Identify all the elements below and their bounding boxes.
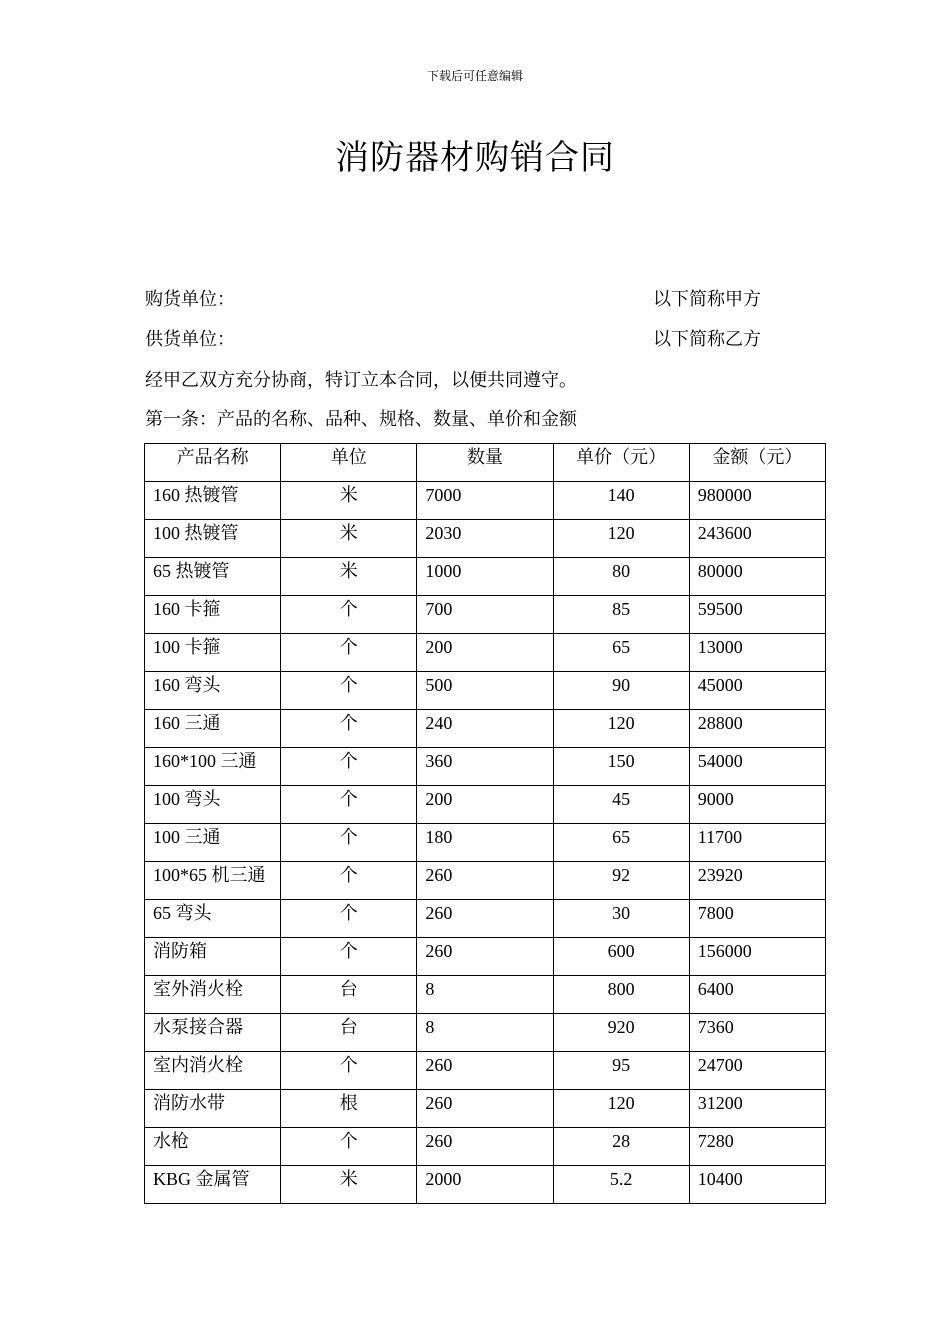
cell-product-name: 消防箱 — [145, 938, 281, 976]
cell-amount: 980000 — [689, 482, 825, 520]
cell-quantity: 200 — [417, 634, 553, 672]
table-row — [145, 520, 826, 558]
cell-unit-price: 5.2 — [553, 1166, 689, 1204]
cell-unit-price: 600 — [553, 938, 689, 976]
cell-quantity: 360 — [417, 748, 553, 786]
cell-unit-price: 92 — [553, 862, 689, 900]
header-quantity: 数量 — [417, 444, 553, 482]
cell-product-name: 160*100 三通 — [145, 748, 281, 786]
cell-unit: 米 — [281, 482, 417, 520]
table-row — [145, 558, 826, 596]
cell-unit-price: 120 — [553, 1090, 689, 1128]
cell-unit: 个 — [281, 938, 417, 976]
cell-quantity: 200 — [417, 786, 553, 824]
cell-amount: 59500 — [689, 596, 825, 634]
cell-unit: 台 — [281, 1014, 417, 1052]
cell-quantity: 700 — [417, 596, 553, 634]
cell-unit-price: 65 — [553, 634, 689, 672]
cell-unit-price: 28 — [553, 1128, 689, 1166]
cell-product-name: 100 热镀管 — [145, 520, 281, 558]
cell-quantity: 8 — [417, 976, 553, 1014]
cell-product-name: 65 弯头 — [145, 900, 281, 938]
cell-unit-price: 65 — [553, 824, 689, 862]
cell-amount: 28800 — [689, 710, 825, 748]
table-body — [145, 482, 826, 1204]
cell-quantity: 500 — [417, 672, 553, 710]
cell-unit: 个 — [281, 1052, 417, 1090]
cell-amount: 9000 — [689, 786, 825, 824]
cell-amount: 6400 — [689, 976, 825, 1014]
cell-unit-price: 120 — [553, 710, 689, 748]
seller-line — [145, 325, 761, 351]
cell-unit: 个 — [281, 596, 417, 634]
clause-1-heading: 第一条：产品的名称、品种、规格、数量、单价和金额 — [145, 409, 577, 429]
table-row — [145, 710, 826, 748]
cell-unit: 个 — [281, 862, 417, 900]
cell-unit: 个 — [281, 824, 417, 862]
cell-product-name: 100 卡箍 — [145, 634, 281, 672]
cell-unit-price: 800 — [553, 976, 689, 1014]
table-header-row — [145, 444, 826, 482]
seller-note: 以下简称乙方 — [653, 329, 761, 349]
cell-unit: 个 — [281, 1128, 417, 1166]
cell-quantity: 260 — [417, 1128, 553, 1166]
cell-product-name: KBG 金属管 — [145, 1166, 281, 1204]
cell-amount: 54000 — [689, 748, 825, 786]
table-row — [145, 1090, 826, 1128]
cell-amount: 13000 — [689, 634, 825, 672]
cell-quantity: 2030 — [417, 520, 553, 558]
cell-unit-price: 80 — [553, 558, 689, 596]
cell-unit: 米 — [281, 520, 417, 558]
cell-unit: 米 — [281, 558, 417, 596]
buyer-note: 以下简称甲方 — [653, 289, 761, 309]
table-row — [145, 1166, 826, 1204]
table-row — [145, 1128, 826, 1166]
cell-quantity: 260 — [417, 862, 553, 900]
cell-amount: 80000 — [689, 558, 825, 596]
header-note: 下载后可任意编辑 — [426, 69, 523, 83]
header-unit: 单位 — [281, 444, 417, 482]
cell-product-name: 水泵接合器 — [145, 1014, 281, 1052]
cell-amount: 7280 — [689, 1128, 825, 1166]
cell-unit: 米 — [281, 1166, 417, 1204]
cell-quantity: 260 — [417, 1090, 553, 1128]
header-unit-price: 单价（元） — [553, 444, 689, 482]
cell-unit-price: 920 — [553, 1014, 689, 1052]
header-amount: 金额（元） — [689, 444, 825, 482]
cell-quantity: 8 — [417, 1014, 553, 1052]
cell-unit: 个 — [281, 786, 417, 824]
cell-unit: 个 — [281, 900, 417, 938]
table-row — [145, 786, 826, 824]
cell-unit-price: 140 — [553, 482, 689, 520]
table-row — [145, 748, 826, 786]
cell-quantity: 1000 — [417, 558, 553, 596]
cell-unit-price: 85 — [553, 596, 689, 634]
buyer-line — [145, 285, 761, 311]
table-row — [145, 976, 826, 1014]
cell-product-name: 65 热镀管 — [145, 558, 281, 596]
cell-quantity: 180 — [417, 824, 553, 862]
cell-amount: 24700 — [689, 1052, 825, 1090]
buyer-label: 购货单位： — [145, 289, 235, 309]
table-row — [145, 824, 826, 862]
table-row — [145, 634, 826, 672]
table-row — [145, 1052, 826, 1090]
cell-amount: 11700 — [689, 824, 825, 862]
cell-product-name: 160 弯头 — [145, 672, 281, 710]
page-title: 消防器材购销合同 — [335, 140, 615, 177]
cell-unit-price: 120 — [553, 520, 689, 558]
product-table — [144, 443, 826, 1204]
cell-amount: 23920 — [689, 862, 825, 900]
cell-product-name: 水枪 — [145, 1128, 281, 1166]
cell-unit-price: 30 — [553, 900, 689, 938]
cell-product-name: 160 卡箍 — [145, 596, 281, 634]
cell-product-name: 室外消火栓 — [145, 976, 281, 1014]
cell-product-name: 160 热镀管 — [145, 482, 281, 520]
cell-amount: 156000 — [689, 938, 825, 976]
intro-text: 经甲乙双方充分协商，特订立本合同，以便共同遵守。 — [145, 370, 577, 390]
cell-quantity: 2000 — [417, 1166, 553, 1204]
cell-unit: 个 — [281, 748, 417, 786]
cell-amount: 45000 — [689, 672, 825, 710]
table-row — [145, 1014, 826, 1052]
cell-amount: 31200 — [689, 1090, 825, 1128]
cell-unit: 个 — [281, 634, 417, 672]
cell-unit: 台 — [281, 976, 417, 1014]
table-row — [145, 672, 826, 710]
cell-product-name: 100 弯头 — [145, 786, 281, 824]
cell-unit-price: 90 — [553, 672, 689, 710]
cell-unit: 个 — [281, 672, 417, 710]
cell-amount: 10400 — [689, 1166, 825, 1204]
seller-label: 供货单位： — [145, 329, 235, 349]
cell-quantity: 260 — [417, 1052, 553, 1090]
cell-quantity: 260 — [417, 900, 553, 938]
cell-product-name: 100 三通 — [145, 824, 281, 862]
table-row — [145, 862, 826, 900]
header-product-name: 产品名称 — [145, 444, 281, 482]
cell-amount: 243600 — [689, 520, 825, 558]
cell-unit-price: 95 — [553, 1052, 689, 1090]
table-row — [145, 900, 826, 938]
table-row — [145, 938, 826, 976]
cell-amount: 7800 — [689, 900, 825, 938]
cell-amount: 7360 — [689, 1014, 825, 1052]
cell-product-name: 室内消火栓 — [145, 1052, 281, 1090]
cell-quantity: 240 — [417, 710, 553, 748]
cell-product-name: 消防水带 — [145, 1090, 281, 1128]
cell-unit-price: 45 — [553, 786, 689, 824]
cell-unit: 个 — [281, 710, 417, 748]
cell-quantity: 7000 — [417, 482, 553, 520]
cell-unit-price: 150 — [553, 748, 689, 786]
cell-unit: 根 — [281, 1090, 417, 1128]
table-row — [145, 482, 826, 520]
cell-product-name: 160 三通 — [145, 710, 281, 748]
cell-product-name: 100*65 机三通 — [145, 862, 281, 900]
table-row — [145, 596, 826, 634]
cell-quantity: 260 — [417, 938, 553, 976]
